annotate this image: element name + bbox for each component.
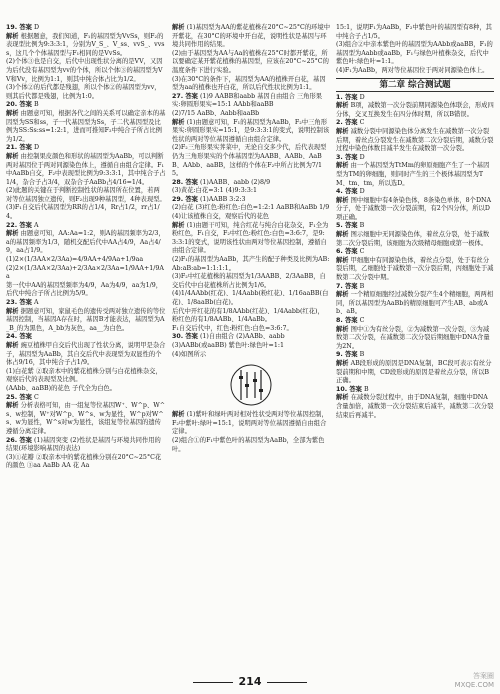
text-line: 1. 答案 D [336,93,365,101]
text-line: 解析 (1)紫叶和绿叶两对相对性状受两对等位基因控制，F₂中紫叶:绿叶=15:1，说明两对等位基因遵循自由组合定律。 [172,411,328,436]
text-line: 解析 由控制果皮颜色和形状的基因型为AaBb，可以判断两对基因位于两对同源染色体上，遵循自由组合定律。F₁中AaBb自交，F₂中表现型比例为9:3:3:1，其中纯合子占1/4，杂合子占3/4，双杂合子AaBb占4/16=1/4。 [6,152,166,186]
text-line: 解析 AB段形成的原因是DNA复制，BC段可表示有丝分裂前期和中期，CD段形成的原因是着丝点分裂，所以B正确。 [336,359,492,385]
text-line: 第一代中AA的基因型频率为4/9，Aa为4/9，aa为1/9，后代中纯合子所占比例为5/9。 [6,281,163,298]
text-line: 24. 答案 [6,333,32,341]
watermark-main: 答案圈 [473,672,494,680]
text-line: 19. 答案 D [6,24,40,31]
text-line: 6. 答案 C [336,248,365,256]
text-line: (3)F₁自交后代基因型为RR的占1/4，Rr占1/2，rr占1/4。 [6,204,160,221]
text-line: 解析 由题意可知，根据各代之间的关系可以确定亲本的基因型为SS和ss，子一代基因型为Ss，子二代基因型及比例为SS:Ss:ss=1:2:1，进而可推知F₂中纯合子所占比例为1/2。 [6,109,166,143]
text-line: 解析 (1)由题干可知，纯合红花与纯合白花杂交，F₁全为粉红色，F₁自交，F₂中红色:粉红色:白色=3:6:7，是9:3:3:1的变式，说明该性状由两对等位基因控制，遵循自由组合定律。 [172,221,329,255]
text-line: 解析 分析表格可知，由一组复等位基因W⁺、W^p、W^s、w控制，W⁺对W^p、W^s、w为显性，W^p对W^s、w为显性，W^s对w为显性，该组复等位基因的遗传遵循分离定律。 [6,402,165,435]
text-line: (2)此题的关键在于判断控制性状的基因所在位置，若两对等位基因独立遗传，则F₂出现9种基因型，4种表现型。 [6,187,166,203]
text-line: 解析 据题意可知，家鼠毛色的遗传受两对独立遗传的等位基因控制，当基因A存在时，基因B才能表达，基因型为A_B_的为黑色，A_bb为灰色，aa__为白色。 [6,307,166,332]
text-line: 解析 甲细胞中有同源染色体，着丝点分裂，处于有丝分裂后期，乙细胞处于减数第一次分裂后期，丙细胞处于减数第二次分裂中期。 [336,256,494,282]
text-line: (3)黄花:白花=3:1 (4)9:3:3:1 [172,187,257,195]
text-line: 解析 一个精原细胞经过减数分裂产生4个精细胞，两两相同，所以基因型为AaBb的精原细胞可产生AB、ab或Ab、aB。 [336,291,494,316]
text-line: 解析 在减数分裂过程中，由于DNA复制，细胞中DNA含量加倍，减数第一次分裂结束后减半，减数第二次分裂结束后再减半。 [336,394,494,419]
text-line: 23. 答案 A [6,299,39,306]
text-line: 解析 由一个基因型为TtMm的卵原细胞产生了一个基因型为TM的卵细胞，则同时产生的三个极体基因型为TM、tm、tm，所以选D。 [336,162,490,187]
text-line: (3)F₂中红花植株的基因型为1/3AABB、2/3AaBB，自交后代中白花植株所占比例为1/6。 [172,273,326,289]
text-line: 20. 答案 B [6,101,39,109]
answer-column-right [336,24,494,420]
text-line: 5. 答案 B [336,222,365,230]
text-line: 解析 豌豆植株甲自交后代出现了性状分离，说明甲是杂合子，基因型为AaBb，其自交后代中表现型为双显性的个体占9/16，其中纯合子占1/9。 [6,341,166,367]
section-title: 第二章 综合测试题 [336,78,494,92]
text-line: (3)个体②的后代都是残翅，所以个体②的基因型为vv，则其后代都是残翅，比例为1:0。 [6,84,161,100]
text-line: 解析 根据题意，我们知道，F₁的基因型为VvSs，则F₂的表现型比例为9:3:3:1，分别为V_S_、V_ss、vvS_、vvss，这几个个体基因型与F₁相同的是VvSs。 [6,32,165,57]
text-line: (2)由于基因型为AA与Aa的植株在25°C时都开紫花，所以要确定某开紫花植株的基因型，应该在20°C~25°C的温度条件下进行实验。 [172,49,329,74]
text-line: 27. 答案 (1)9 AABB和aabb 基因自由组合 三角形果实:卵圆形果实=15:1 AAbb和aaBB [172,92,323,109]
text-line: (2)F₂三角形果实荠菜中，无论自交多少代，后代表现型仍为三角形果实的个体基因型为AABB、AABb、AaBB、AAbb、aaBB，这样的个体在F₂中所占比例为7/15。 [172,144,327,178]
text-line: 28. 答案 (1)AABB、aabb (2)8/9 [172,178,271,186]
text-line: (2)个体③也是自交，后代中出现性状分离的是VV，又因为后代没有基因型为vv的个体，所以个体③的基因型为VV和Vv，比例为1:1，则其中纯合体占比为1/2。 [6,58,163,83]
text-line: 解析 减数分裂中同源染色体分离发生在减数第一次分裂后期，着丝点分裂发生在减数第二次分裂后期，减数分裂过程中染色体数目减半发生在减数第一次分裂。 [336,127,494,153]
text-line: (2)组合①的F₁中紫色叶的基因型为AaBb，全部为紫色叶。 [172,436,325,453]
text-line: (4)如图所示 [172,350,207,358]
watermark [455,672,494,690]
text-line: (1)白花紫 ②取亲本中的紫花植株分别与白花植株杂交，观察后代的表现型及比例。 [6,367,162,384]
text-line: (4)让该植株自交，观察后代的花色 [172,213,270,221]
watermark-sub: MXQE.COM [454,681,494,689]
text-line: 21. 答案 D [6,144,40,152]
page-number: 214 [0,675,500,688]
text-line: (AAbb、aaBB)的花色 子代全为白色。 [6,384,117,392]
text-line: 解析 (1)基因型为AA的紫花植株在20°C~25°C的环境中开紫花，在30°C的环境中开白花，说明性状是基因与环境共同作用的结果。 [172,24,330,49]
text-line: (1)2×(1/3AA×2/3Aa)=4/9AA+4/9Aa+1/9aa [6,256,144,264]
text-line: 解析 (1)由题意可知，F₁的基因型为AaBb，F₂中三角形果实:卵圆形果实=15:1，是9:3:3:1的变式，说明控制该性状的两对等位基因遵循自由组合定律。 [172,118,330,143]
text-line: (4)1/4AAbb(红花)、1/4Aabb(粉红花)、1/16aaBB(白花)、1/8aaBb(白花)。 [172,290,329,306]
text-line: 25. 答案 C [6,393,39,401]
text-line: 解析 由题意可知，AA:Aa=1:2，则A的基因频率为2/3，a的基因频率为1/3，随机交配后代中AA占4/9，Aa占4/9，aa占1/9。 [6,230,165,255]
text-line: F₁自交后代中，红色:粉红色:白色=3:6:7。 [172,324,293,332]
text-line: 22. 答案 A [6,221,39,229]
text-line: 解析 B项，减数第一次分裂前期同源染色体联会，形成四分体，交叉互换发生在四分体时期，所以B错误。 [336,102,494,118]
text-line: 8. 答案 C [336,317,365,324]
text-line: 26. 答案 (1)基因突变 (2)性状是基因与环境共同作用的结果(环境影响基因的表达) [6,436,161,453]
text-line: (2)7/15 AaBb、Aabb和aaBb [172,109,260,117]
text-line: 7. 答案 B [336,282,365,290]
text-line: (2)2×(1/3AA×2/3Aa)+2/3Aa×2/3Aa=1/9AA+1/9Aa [6,264,164,281]
text-line: (3)AABb(或aaBB) 紫色叶:绿色叶=1:1 [172,341,284,349]
text-line: 2. 答案 C [336,119,365,127]
text-line: (2)F₁的基因型为AaBb，其产生的配子种类及比例为AB:Ab:aB:ab=1:1:1:1。 [172,256,330,272]
chromosome-figure [221,362,281,408]
text-line: (3)①花瓣 ②取亲本中的紫花植株分别在20°C~25°C花的颜色 ③aa AaBb AA 花 Aa [6,453,162,470]
answer-column-middle [172,24,330,454]
answer-column-left [6,24,166,471]
text-line: 10. 答案 B [336,385,369,393]
text-line: 9. 答案 B [336,351,365,359]
text-line: 解析 图中细胞中有4条染色体，8条染色单体，8个DNA分子，处于减数第一次分裂前期，有2个四分体，所以D项正确。 [336,196,492,221]
text-line: 15:1，说明F₁为AaBb，F₂中紫色叶的基因型有8种，其中纯合子占1/5。 [336,24,492,40]
text-line: (4)F₁为AaBb，两对等位基因位于两对同源染色体上。 [336,66,489,74]
text-line: 后代中开红花的有1/8AAbb(红花)、1/4Aabb(红花)，粉红色的有1/8AABb、1/4AaBb。 [172,307,324,324]
text-line: 3. 答案 D [336,153,365,161]
text-line: 30. 答案 (1)自由组合 (2)AABb、aabb [172,333,285,341]
text-line: 解析 图示细胞中无同源染色体，着丝点分裂，处于减数第二次分裂后期，该细胞为次级精母细胞或第一极体。 [336,231,490,247]
text-line: 29. 答案 (1)AABB 3:2:3 [172,195,246,203]
text-line: (3)在30°C的条件下，基因型为AA的植株开白花，基因型为aa的植株也开白花，所以后代性状比例为1:1。 [172,75,326,92]
text-line: (3)组合②中亲本紫色叶的基因型为AAbb或aaBB，F₁的基因型为Aabb或aaBb，F₁与绿色叶植株杂交，后代中紫色叶:绿色叶=1:1。 [336,41,493,66]
text-line: (2)白花 (3)红色:粉红色:白色=1:2:1 AaBB和AaBb 1/9 [172,204,330,212]
text-line: 4. 答案 D [336,188,365,196]
text-line: 解析 图中①为有丝分裂，②为减数第一次分裂，③为减数第二次分裂，在减数第二次分裂后期细胞中DNA含量为2N。 [336,325,490,350]
